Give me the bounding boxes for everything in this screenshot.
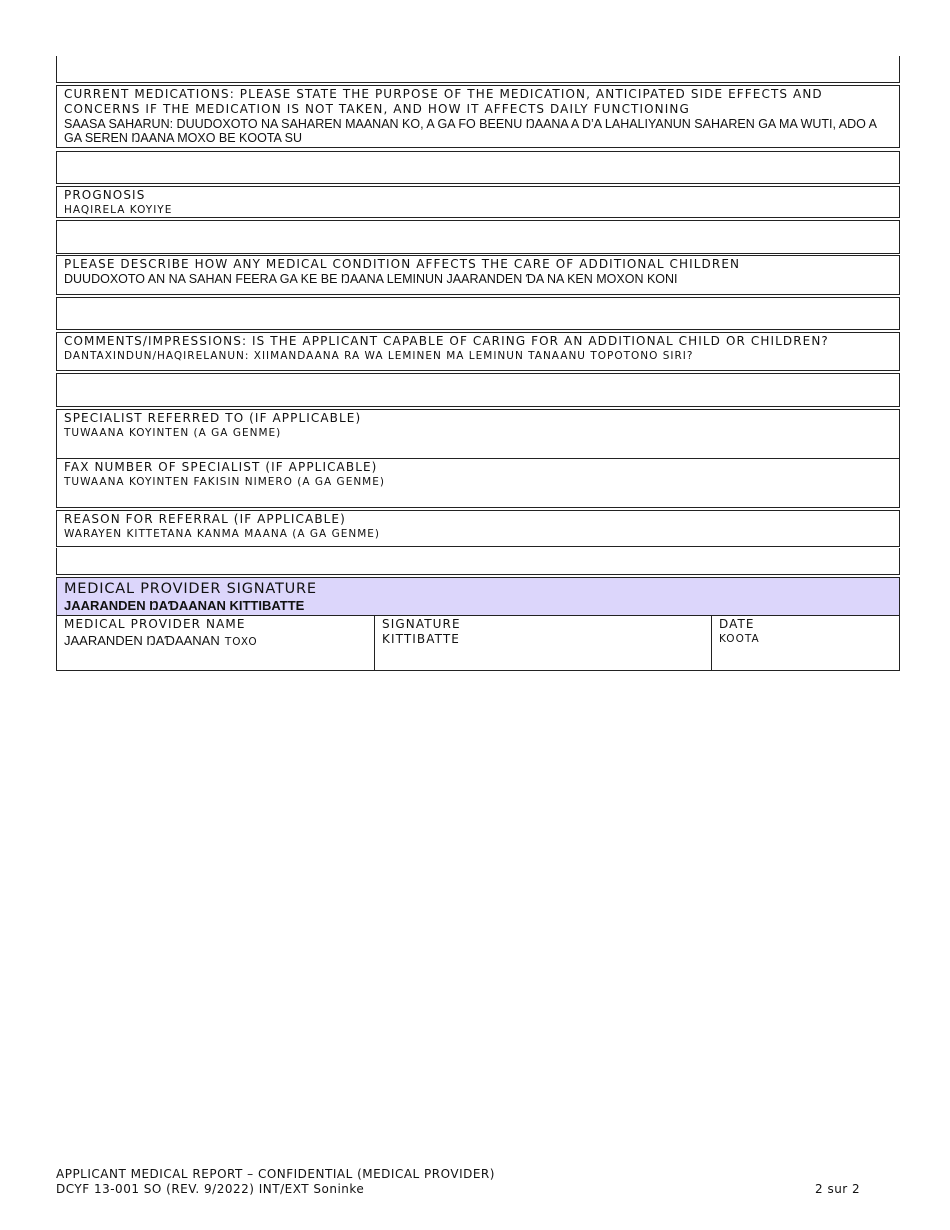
comments-field[interactable]: [56, 373, 900, 407]
current-medications-label-box: [56, 85, 900, 148]
prognosis-label-soninke: HAQIRELA KOYIYE: [64, 204, 173, 216]
footer-form-number: DCYF 13-001 SO (REV. 9/2022) INT/EXT Soninke: [56, 1182, 365, 1196]
specialist-field[interactable]: [56, 409, 900, 459]
current-medications-label-line2: CONCERNS IF THE MEDICATION IS NOT TAKEN, AND HOW IT AFFECTS DAILY FUNCTIONING: [64, 102, 690, 116]
signature-section-title-soninke: JAARANDEN ŊAƊAANAN KITTIBATTE: [64, 598, 305, 613]
footer-form-title: APPLICANT MEDICAL REPORT – CONFIDENTIAL (MEDICAL PROVIDER): [56, 1167, 495, 1181]
referral-reason-label-soninke: WARAYEN KITTETANA KANMA MAANA (A GA GENME): [64, 528, 380, 540]
specialist-label-soninke: TUWAANA KOYINTEN (A GA GENME): [64, 427, 282, 439]
provider-name-label-soninke-small: TOXO: [224, 636, 258, 648]
provider-name-label-soninke: [57, 632, 374, 650]
medical-condition-label-soninke: DUUDOXOTO AN NA SAHAN FEERA GA KE BE ŊAANA LEMINUN JAARANDEN ƊA NA KEN MOXON KONI: [64, 272, 678, 286]
specialist-label: SPECIALIST REFERRED TO (IF APPLICABLE): [64, 411, 362, 425]
prognosis-label-box: [56, 186, 900, 218]
referral-reason-label-box: [56, 510, 900, 547]
fax-label-soninke: TUWAANA KOYINTEN FAKISIN NIMERO (A GA GENME): [64, 476, 385, 488]
signature-field[interactable]: [374, 615, 712, 671]
medical-condition-label: PLEASE DESCRIBE HOW ANY MEDICAL CONDITION AFFECTS THE CARE OF ADDITIONAL CHILDREN: [64, 257, 741, 271]
medical-condition-label-box: [56, 255, 900, 295]
date-label: DATE: [719, 617, 755, 631]
signature-section-title: MEDICAL PROVIDER SIGNATURE: [64, 581, 317, 597]
current-medications-field[interactable]: [56, 151, 900, 184]
comments-label: COMMENTS/IMPRESSIONS: IS THE APPLICANT CAPABLE OF CARING FOR AN ADDITIONAL CHILD OR CHILDREN?: [64, 334, 829, 348]
provider-name-label-soninke-main: JAARANDEN ŊAƊAANAN: [64, 633, 220, 648]
comments-label-box: [56, 332, 900, 371]
date-label-soninke: KOOTA: [719, 633, 760, 645]
referral-reason-label: REASON FOR REFERRAL (IF APPLICABLE): [64, 512, 346, 526]
current-medications-label-soninke: SAASA SAHARUN: DUUDOXOTO NA SAHAREN MAANAN KO, A GA FO BEENU ŊAANA A D’A LAHALIYANUN SAHAREN GA MA WUTI, ADO A GA SEREN ŊAANA MOXO BE KOOTA SU: [64, 117, 877, 145]
signature-label-soninke: KITTIBATTE: [382, 632, 460, 646]
signature-label: SIGNATURE: [382, 617, 461, 631]
prognosis-label: PROGNOSIS: [64, 188, 146, 202]
fax-label: FAX NUMBER OF SPECIALIST (IF APPLICABLE): [64, 460, 378, 474]
previous-answer-field[interactable]: [56, 56, 900, 83]
current-medications-label-line1: CURRENT MEDICATIONS: PLEASE STATE THE PURPOSE OF THE MEDICATION, ANTICIPATED SIDE EFFECTS AND: [64, 87, 823, 101]
provider-name-field[interactable]: [56, 615, 375, 671]
provider-name-label: MEDICAL PROVIDER NAME: [64, 617, 246, 631]
signature-section-header: [56, 577, 900, 616]
referral-reason-field[interactable]: [56, 548, 900, 575]
date-field[interactable]: [711, 615, 900, 671]
page-number: 2 sur 2: [815, 1182, 861, 1196]
comments-label-soninke: DANTAXINDUN/HAQIRELANUN: XIIMANDAANA RA WA LEMINEN MA LEMINUN TANAANU TOPOTONO SIRI?: [64, 350, 694, 362]
specialist-fax-field[interactable]: [56, 458, 900, 508]
medical-condition-field[interactable]: [56, 297, 900, 330]
prognosis-field[interactable]: [56, 220, 900, 254]
